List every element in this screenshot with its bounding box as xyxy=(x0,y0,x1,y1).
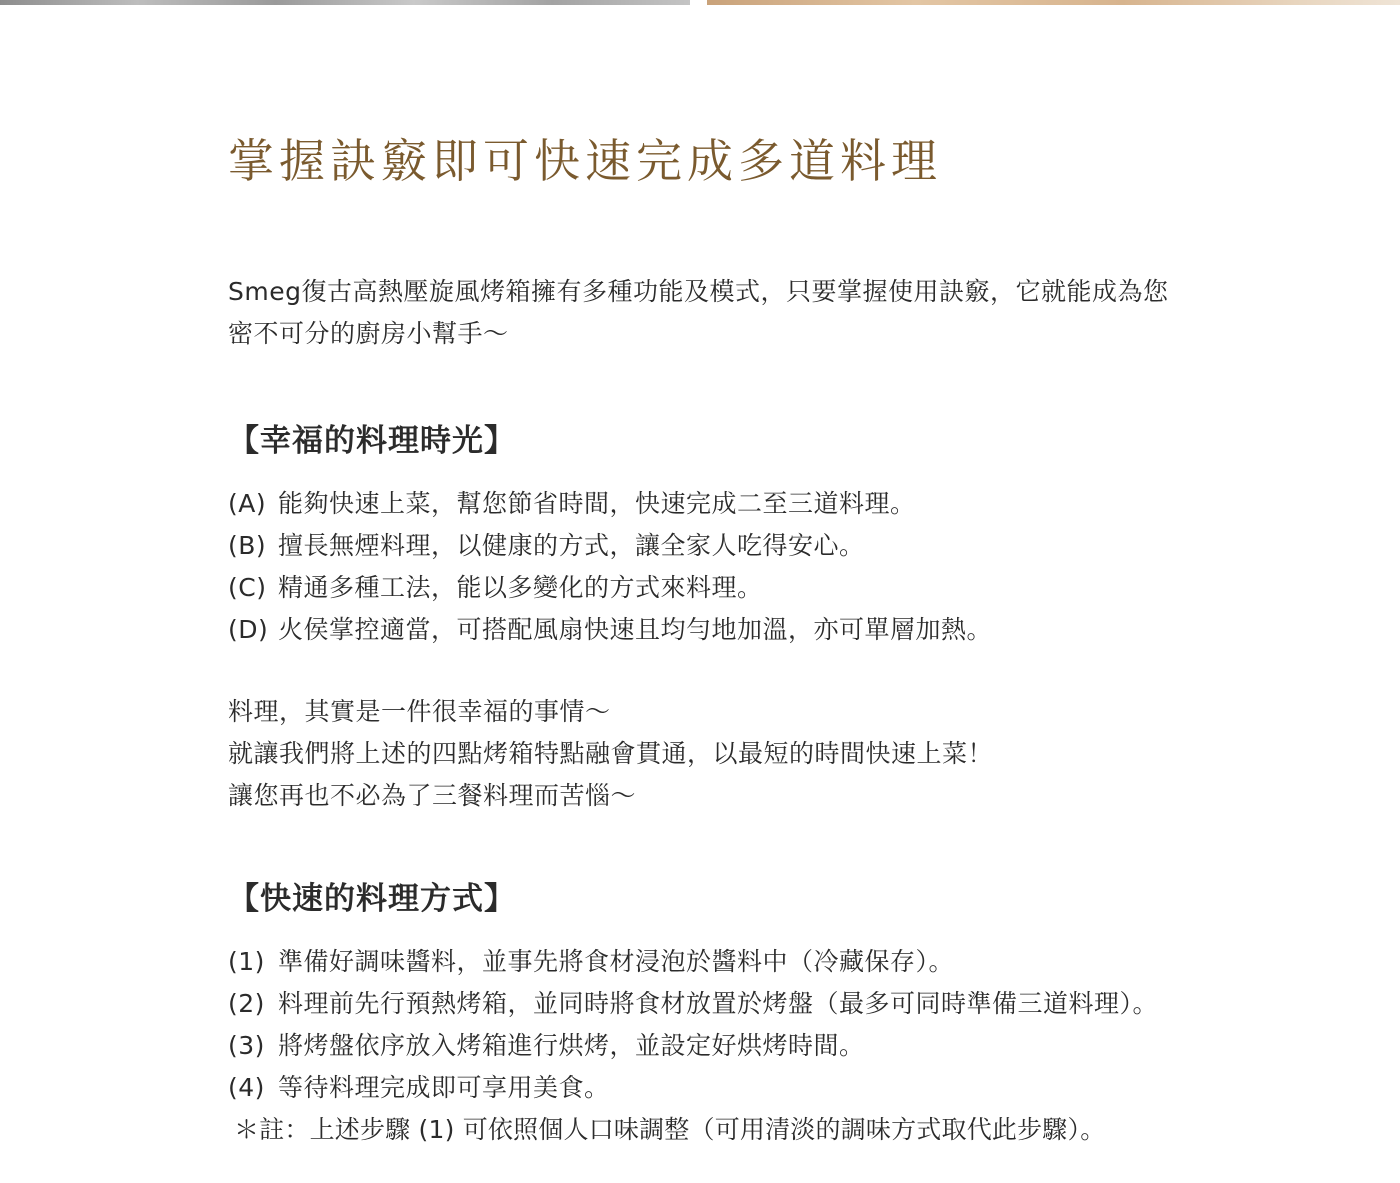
page-title: 掌握訣竅即可快速完成多道料理 xyxy=(228,134,942,188)
list-item-text: 準備好調味醬料，並事先將食材浸泡於醬料中（冷藏保存）。 xyxy=(278,947,955,976)
list-marker: (B) xyxy=(228,531,267,560)
top-photo-strip-left xyxy=(0,0,690,5)
list-marker: (2) xyxy=(228,989,265,1018)
list-item-text: 等待料理完成即可享用美食。 xyxy=(278,1073,610,1102)
paragraph-line: 就讓我們將上述的四點烤箱特點融會貫通，以最短的時間快速上菜！ xyxy=(228,739,994,768)
list-item xyxy=(228,1067,1188,1109)
top-photo-strip-right xyxy=(707,0,1400,5)
list-item xyxy=(228,1025,1188,1067)
article-content xyxy=(228,128,1188,1151)
list-marker: (D) xyxy=(228,615,269,644)
list-item xyxy=(228,941,1188,983)
steps-list xyxy=(228,941,1188,1109)
summary-paragraph xyxy=(228,691,1188,817)
list-marker: (1) xyxy=(228,947,265,976)
list-marker: (C) xyxy=(228,573,267,602)
footnote: ＊註：上述步驟 (1) 可依照個人口味調整（可用清淡的調味方式取代此步驟）。 xyxy=(234,1115,1106,1144)
paragraph-line: 料理，其實是一件很幸福的事情～ xyxy=(228,697,611,726)
list-item xyxy=(228,525,1188,567)
list-item-text: 火侯掌控適當，可搭配風扇快速且均勻地加溫，亦可單層加熱。 xyxy=(278,615,993,644)
list-item xyxy=(228,567,1188,609)
section-heading-quick-cooking: 【快速的料理方式】 xyxy=(228,881,516,917)
list-item-text: 能夠快速上菜，幫您節省時間，快速完成二至三道料理。 xyxy=(278,489,916,518)
list-item-text: 將烤盤依序放入烤箱進行烘烤，並設定好烘烤時間。 xyxy=(278,1031,865,1060)
list-item-text: 擅長無煙料理，以健康的方式，讓全家人吃得安心。 xyxy=(278,531,865,560)
list-marker: (A) xyxy=(228,489,267,518)
list-item xyxy=(228,483,1188,525)
list-marker: (3) xyxy=(228,1031,265,1060)
section-heading-happy-cooking: 【幸福的料理時光】 xyxy=(228,423,516,459)
list-item xyxy=(228,609,1188,651)
list-item-text: 料理前先行預熱烤箱，並同時將食材放置於烤盤（最多可同時準備三道料理）。 xyxy=(278,989,1159,1018)
list-item-text: 精通多種工法，能以多變化的方式來料理。 xyxy=(278,573,763,602)
list-item xyxy=(228,983,1188,1025)
paragraph-line: 讓您再也不必為了三餐料理而苦惱～ xyxy=(228,781,637,810)
list-marker: (4) xyxy=(228,1073,265,1102)
intro-paragraph: Smeg復古高熱壓旋風烤箱擁有多種功能及模式，只要掌握使用訣竅，它就能成為您密不可分的廚房小幫手～ xyxy=(228,277,1169,348)
feature-list xyxy=(228,483,1188,651)
